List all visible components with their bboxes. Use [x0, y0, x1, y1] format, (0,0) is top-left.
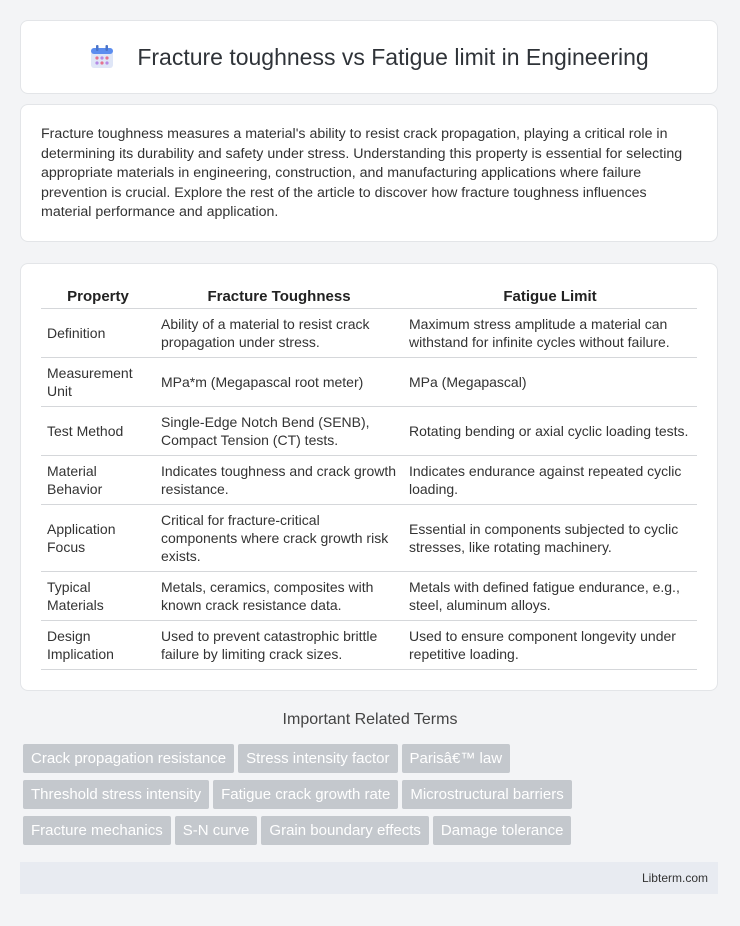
table-row: [41, 572, 697, 621]
term-tag[interactable]: Fatigue crack growth rate: [213, 780, 398, 809]
term-tag[interactable]: Threshold stress intensity: [23, 780, 209, 809]
table-row: [41, 456, 697, 505]
table-cell: Essential in components subjected to cyclic stresses, like rotating machinery.: [403, 505, 697, 572]
term-tag[interactable]: Fracture mechanics: [23, 816, 171, 845]
table-cell: Material Behavior: [41, 456, 155, 505]
table-row: [41, 407, 697, 456]
table-header-row: [41, 284, 697, 309]
table-cell: Rotating bending or axial cyclic loading tests.: [403, 407, 697, 456]
table-cell: Used to prevent catastrophic brittle failure by limiting crack sizes.: [155, 621, 403, 670]
calendar-icon: [89, 44, 115, 70]
related-terms-list: [23, 744, 723, 852]
table-cell: Metals, ceramics, composites with known crack resistance data.: [155, 572, 403, 621]
table-cell: Design Implication: [41, 621, 155, 670]
table-row: [41, 621, 697, 670]
term-tag[interactable]: Damage tolerance: [433, 816, 572, 845]
related-terms-title: Important Related Terms: [282, 711, 458, 728]
table-row: [41, 505, 697, 572]
footer: [20, 862, 718, 894]
table-cell: Test Method: [41, 407, 155, 456]
header-card: [20, 20, 718, 94]
term-tag[interactable]: Crack propagation resistance: [23, 744, 234, 773]
table-cell: Ability of a material to resist crack propagation under stress.: [155, 309, 403, 358]
term-tag[interactable]: Grain boundary effects: [261, 816, 428, 845]
column-header: Fracture Toughness: [155, 284, 403, 309]
table-cell: Used to ensure component longevity under repetitive loading.: [403, 621, 697, 670]
term-tag[interactable]: S-N curve: [175, 816, 258, 845]
table-cell: Critical for fracture-critical components where crack growth risk exists.: [155, 505, 403, 572]
table-cell: Measurement Unit: [41, 358, 155, 407]
term-tag[interactable]: Microstructural barriers: [402, 780, 571, 809]
table-cell: Maximum stress amplitude a material can withstand for infinite cycles without failure.: [403, 309, 697, 358]
table-cell: MPa (Megapascal): [403, 358, 697, 407]
term-tag[interactable]: Stress intensity factor: [238, 744, 397, 773]
table-cell: Application Focus: [41, 505, 155, 572]
table-cell: Single-Edge Notch Bend (SENB), Compact Tension (CT) tests.: [155, 407, 403, 456]
column-header: Property: [41, 284, 155, 309]
table-cell: Typical Materials: [41, 572, 155, 621]
table-cell: Indicates endurance against repeated cyclic loading.: [403, 456, 697, 505]
intro-card: [20, 104, 718, 242]
table-row: [41, 309, 697, 358]
table-cell: Definition: [41, 309, 155, 358]
table-cell: MPa*m (Megapascal root meter): [155, 358, 403, 407]
page-title: Fracture toughness vs Fatigue limit in Engineering: [137, 43, 649, 70]
comparison-table: [41, 284, 697, 670]
table-row: [41, 358, 697, 407]
term-tag[interactable]: Parisâ€™ law: [402, 744, 511, 773]
intro-text: Fracture toughness measures a material's ability to resist crack propagation, playing a critical role in determining its durability and safety under stress. Understanding this property is essential for selecting appropriate materials in engineering, construction, and manufacturing applications where failure prevention is crucial. Explore the rest of the article to discover how fracture toughness influences material performance and application.: [41, 126, 683, 221]
table-cell: Metals with defined fatigue endurance, e.g., steel, aluminum alloys.: [403, 572, 697, 621]
table-cell: Indicates toughness and crack growth resistance.: [155, 456, 403, 505]
footer-site-link[interactable]: Libterm.com: [641, 871, 708, 885]
comparison-table-card: [20, 263, 718, 691]
column-header: Fatigue Limit: [403, 284, 697, 309]
